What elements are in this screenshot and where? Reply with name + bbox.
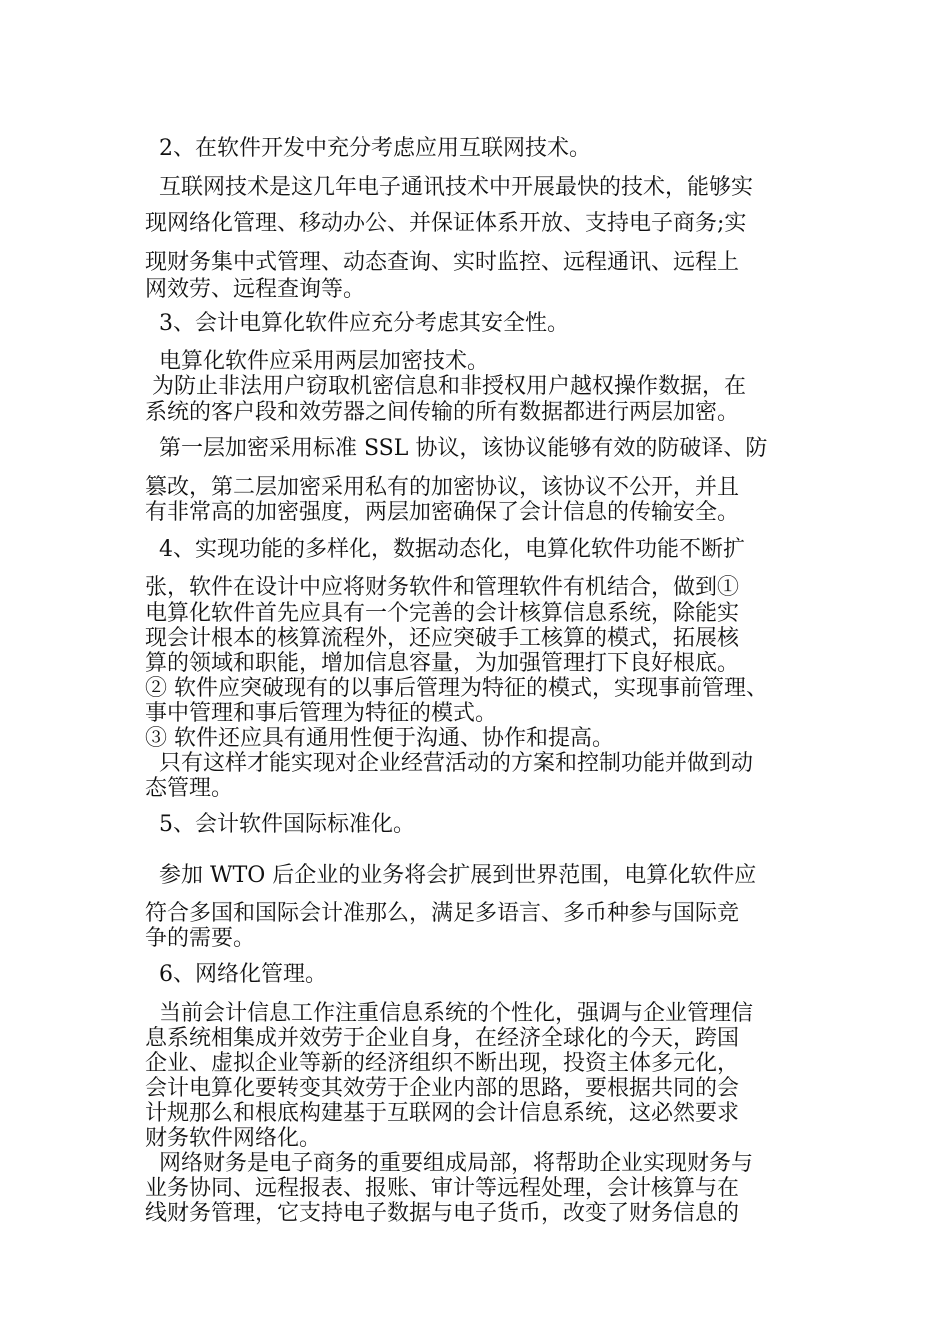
text-line: 电算化软件应采用两层加密技术。 — [145, 349, 489, 374]
text-line: 争的需要。 — [145, 926, 256, 951]
text-line: ③ 软件还应具有通用性便于沟通、协作和提高。 — [145, 726, 614, 751]
text-line: 只有这样才能实现对企业经营活动的方案和控制功能并做到动 — [145, 751, 753, 776]
text-line: 财务软件网络化。 — [145, 1126, 322, 1151]
text-line: 业务协同、远程报表、报账、审计等远程处理，会计核算与在 — [145, 1176, 740, 1201]
text-line: 事中管理和事后管理为特征的模式。 — [145, 701, 498, 726]
text-line: 6、网络化管理。 — [145, 962, 327, 987]
text-line: 有非常高的加密强度，两层加密确保了会计信息的传输安全。 — [145, 500, 740, 525]
text-line: 参加 WTO 后企业的业务将会扩展到世界范围，电算化软件应 — [145, 863, 757, 888]
text-line: 篡改，第二层加密采用私有的加密协议，该协议不公开，并且 — [145, 475, 740, 500]
text-line: 现网络化管理、移动办公、并保证体系开放、支持电子商务;实 — [145, 211, 747, 236]
text-line: 互联网技术是这几年电子通讯技术中开展最快的技术，能够实 — [145, 175, 753, 200]
text-line: 计规那么和根底构建基于互联网的会计信息系统，这必然要求 — [145, 1101, 740, 1126]
text-line: ② 软件应突破现有的以事后管理为特征的模式，实现事前管理、 — [145, 676, 768, 701]
text-line: 张，软件在设计中应将财务软件和管理软件有机结合，做到① — [145, 575, 740, 600]
text-line: 电算化软件首先应具有一个完善的会计核算信息系统，除能实 — [145, 601, 740, 626]
text-line: 系统的客户段和效劳器之间传输的所有数据都进行两层加密。 — [145, 400, 740, 425]
text-line: 5、会计软件国际标准化。 — [145, 812, 415, 837]
text-line: 态管理。 — [145, 776, 234, 801]
text-line: 息系统相集成并效劳于企业自身，在经济全球化的今天，跨国 — [145, 1026, 740, 1051]
text-line: 会计电算化要转变其效劳于企业内部的思路，要根据共同的会 — [145, 1076, 740, 1101]
text-line: 第一层加密采用标准 SSL 协议，该协议能够有效的防破译、防 — [145, 436, 768, 461]
text-line: 现财务集中式管理、动态查询、实时监控、远程通讯、远程上 — [145, 250, 740, 275]
text-line: 3、会计电算化软件应充分考虑其安全性。 — [145, 311, 569, 336]
text-line: 当前会计信息工作注重信息系统的个性化，强调与企业管理信 — [145, 1001, 753, 1026]
text-line: 企业、虚拟企业等新的经济组织不断出现，投资主体多元化， — [145, 1051, 740, 1076]
text-line: 2、在软件开发中充分考虑应用互联网技术。 — [145, 136, 591, 161]
text-line: 4、实现功能的多样化，数据动态化，电算化软件功能不断扩 — [145, 537, 745, 562]
text-line: 网络财务是电子商务的重要组成局部，将帮助企业实现财务与 — [145, 1151, 753, 1176]
text-line: 网效劳、远程查询等。 — [145, 277, 366, 302]
text-line: 算的领域和职能，增加信息容量，为加强管理打下良好根底。 — [145, 651, 740, 676]
text-line: 现会计根本的核算流程外，还应突破手工核算的模式，拓展核 — [145, 626, 740, 651]
text-line: 符合多国和国际会计准那么，满足多语言、多币种参与国际竞 — [145, 901, 740, 926]
text-line: 线财务管理，它支持电子数据与电子货币，改变了财务信息的 — [145, 1201, 740, 1226]
text-line: 为防止非法用户窃取机密信息和非授权用户越权操作数据，在 — [145, 374, 746, 399]
